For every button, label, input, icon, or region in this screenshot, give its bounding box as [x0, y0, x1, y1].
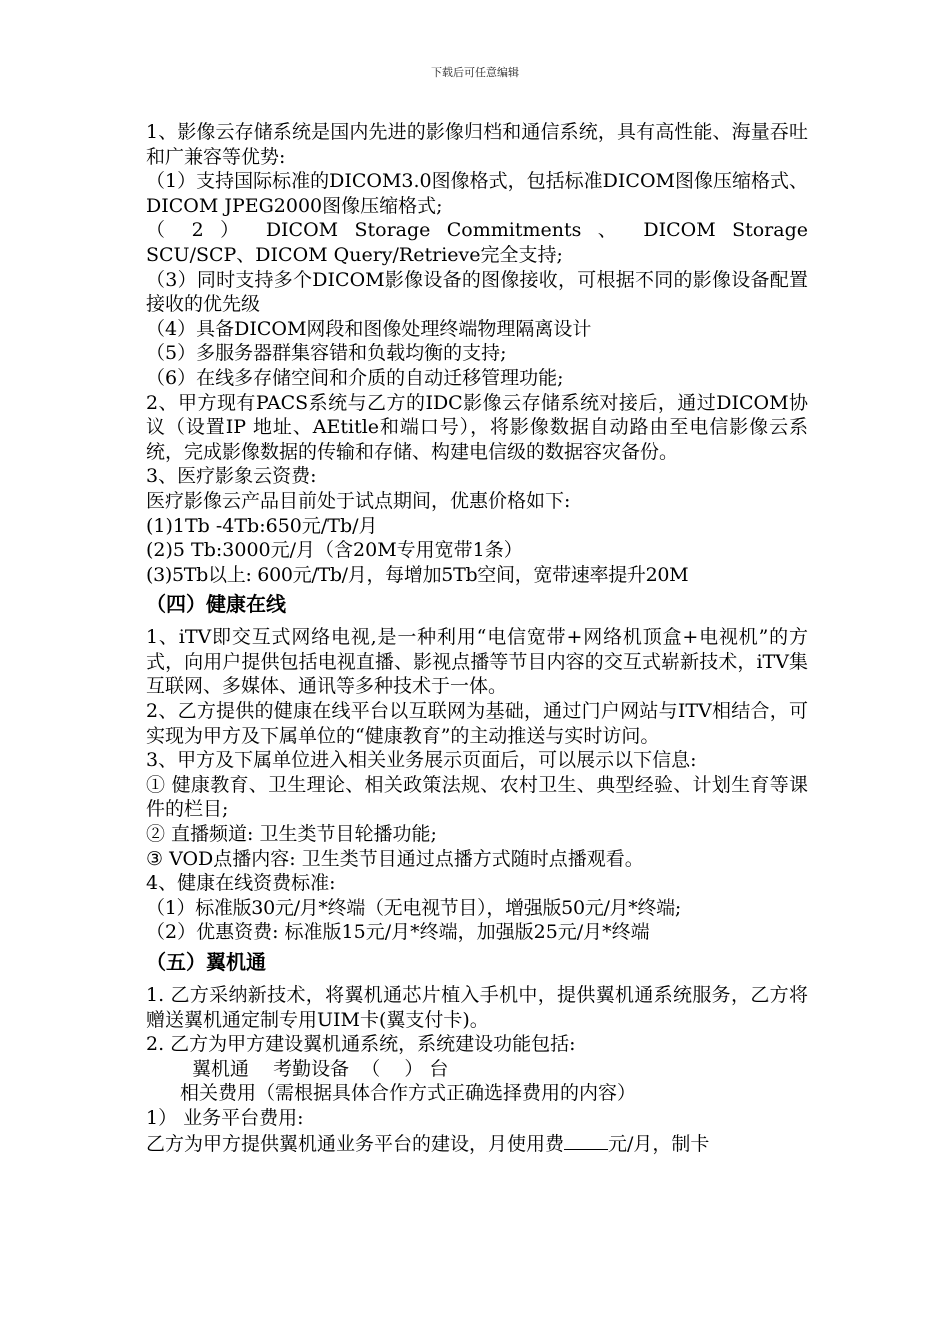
paragraph: 3、甲方及下属单位进入相关业务展示页面后，可以展示以下信息: [146, 749, 697, 772]
paragraph: ② 直播频道: 卫生类节目轮播功能; [146, 823, 437, 846]
paragraph: ③ VOD点播内容: 卫生类节目通过点播方式随时点播观看。 [146, 847, 644, 870]
paragraph: 2、乙方提供的健康在线平台以互联网为基础，通过门户网站与ITV相结合，可实现为甲方及下属单位的“健康教育”的主动推送与实时访问。 [146, 700, 808, 747]
paragraph: 2、甲方现有PACS系统与乙方的IDC影像云存储系统对接后，通过DICOM协议（设置IP 地址、AEtitle和端口号），将影像数据自动路由至电信影像云系统，完成影像数据的传输和存储、构建电信级的数据容灾备份。 [146, 391, 808, 463]
paragraph: （5）多服务器群集容错和负载均衡的支持; [146, 342, 507, 365]
paragraph: 翼机通 考勤设备 （ ） 台 [192, 1057, 449, 1080]
paragraph: （1）标准版30元/月*终端（无电视节目），增强版50元/月*终端; [146, 896, 681, 919]
paragraph: 4、健康在线资费标准: [146, 872, 336, 895]
paragraph: ① 健康教育、卫生理论、相关政策法规、农村卫生、典型经验、计划生育等课件的栏目; [146, 773, 808, 821]
paragraph: （1）支持国际标准的DICOM3.0图像格式，包括标准DICOM图像压缩格式、DICOM JPEG2000图像压缩格式; [146, 170, 808, 217]
paragraph: （ 2 ） DICOM Storage Commitments 、 DICOM Storage SCU/SCP、DICOM Query/Retrieve完全支持; [146, 219, 808, 266]
paragraph [146, 1131, 808, 1157]
paragraph: 1） 业务平台费用: [146, 1106, 304, 1129]
paragraph: (2)5 Tb:3000元/月（含20M专用宽带1条） [146, 539, 523, 562]
fill-in-blank [564, 1131, 608, 1150]
paragraph: (1)1Tb -4Tb:650元/Tb/月 [146, 514, 378, 537]
paragraph: 1. 乙方采纳新技术，将翼机通芯片植入手机中，提供翼机通系统服务，乙方将赠送翼机通定制专用UIM卡(翼支付卡)。 [146, 984, 808, 1031]
paragraph-text: 乙方为甲方提供翼机通业务平台的建设，月使用费 [146, 1132, 565, 1155]
section-heading: （四）健康在线 [146, 592, 286, 617]
paragraph: 2. 乙方为甲方建设翼机通系统，系统建设功能包括: [146, 1033, 576, 1056]
document-body [146, 120, 808, 1156]
paragraph-text: 元/月，制卡 [608, 1132, 710, 1155]
paragraph: 1、iTV即交互式网络电视,是一种利用“电信宽带+网络机顶盒+电视机”的方式，向用户提供包括电视直播、影视点播等节目内容的交互式崭新技术，iTV集互联网、多媒体、通讯等多种技术于一体。 [146, 626, 808, 698]
paragraph: 1、影像云存储系统是国内先进的影像归档和通信系统，具有高性能、海量吞吐和广兼容等优势: [146, 121, 808, 168]
paragraph: （2）优惠资费: 标准版15元/月*终端，加强版25元/月*终端 [146, 921, 650, 944]
page-header: 下载后可任意编辑 [431, 66, 519, 79]
paragraph: 相关费用（需根据具体合作方式正确选择费用的内容） [180, 1082, 637, 1105]
paragraph: 3、医疗影象云资费: [146, 465, 317, 488]
paragraph: （6）在线多存储空间和介质的自动迁移管理功能; [146, 366, 564, 389]
paragraph: （3）同时支持多个DICOM影像设备的图像接收，可根据不同的影像设备配置接收的优先级 [146, 268, 808, 316]
section-heading: （五）翼机通 [146, 950, 266, 974]
paragraph: 医疗影像云产品目前处于试点期间，优惠价格如下: [146, 489, 571, 512]
paragraph: （4）具备DICOM网段和图像处理终端物理隔离设计 [146, 317, 592, 340]
paragraph: (3)5Tb以上: 600元/Tb/月，每增加5Tb空间，宽带速率提升20M [146, 563, 689, 586]
